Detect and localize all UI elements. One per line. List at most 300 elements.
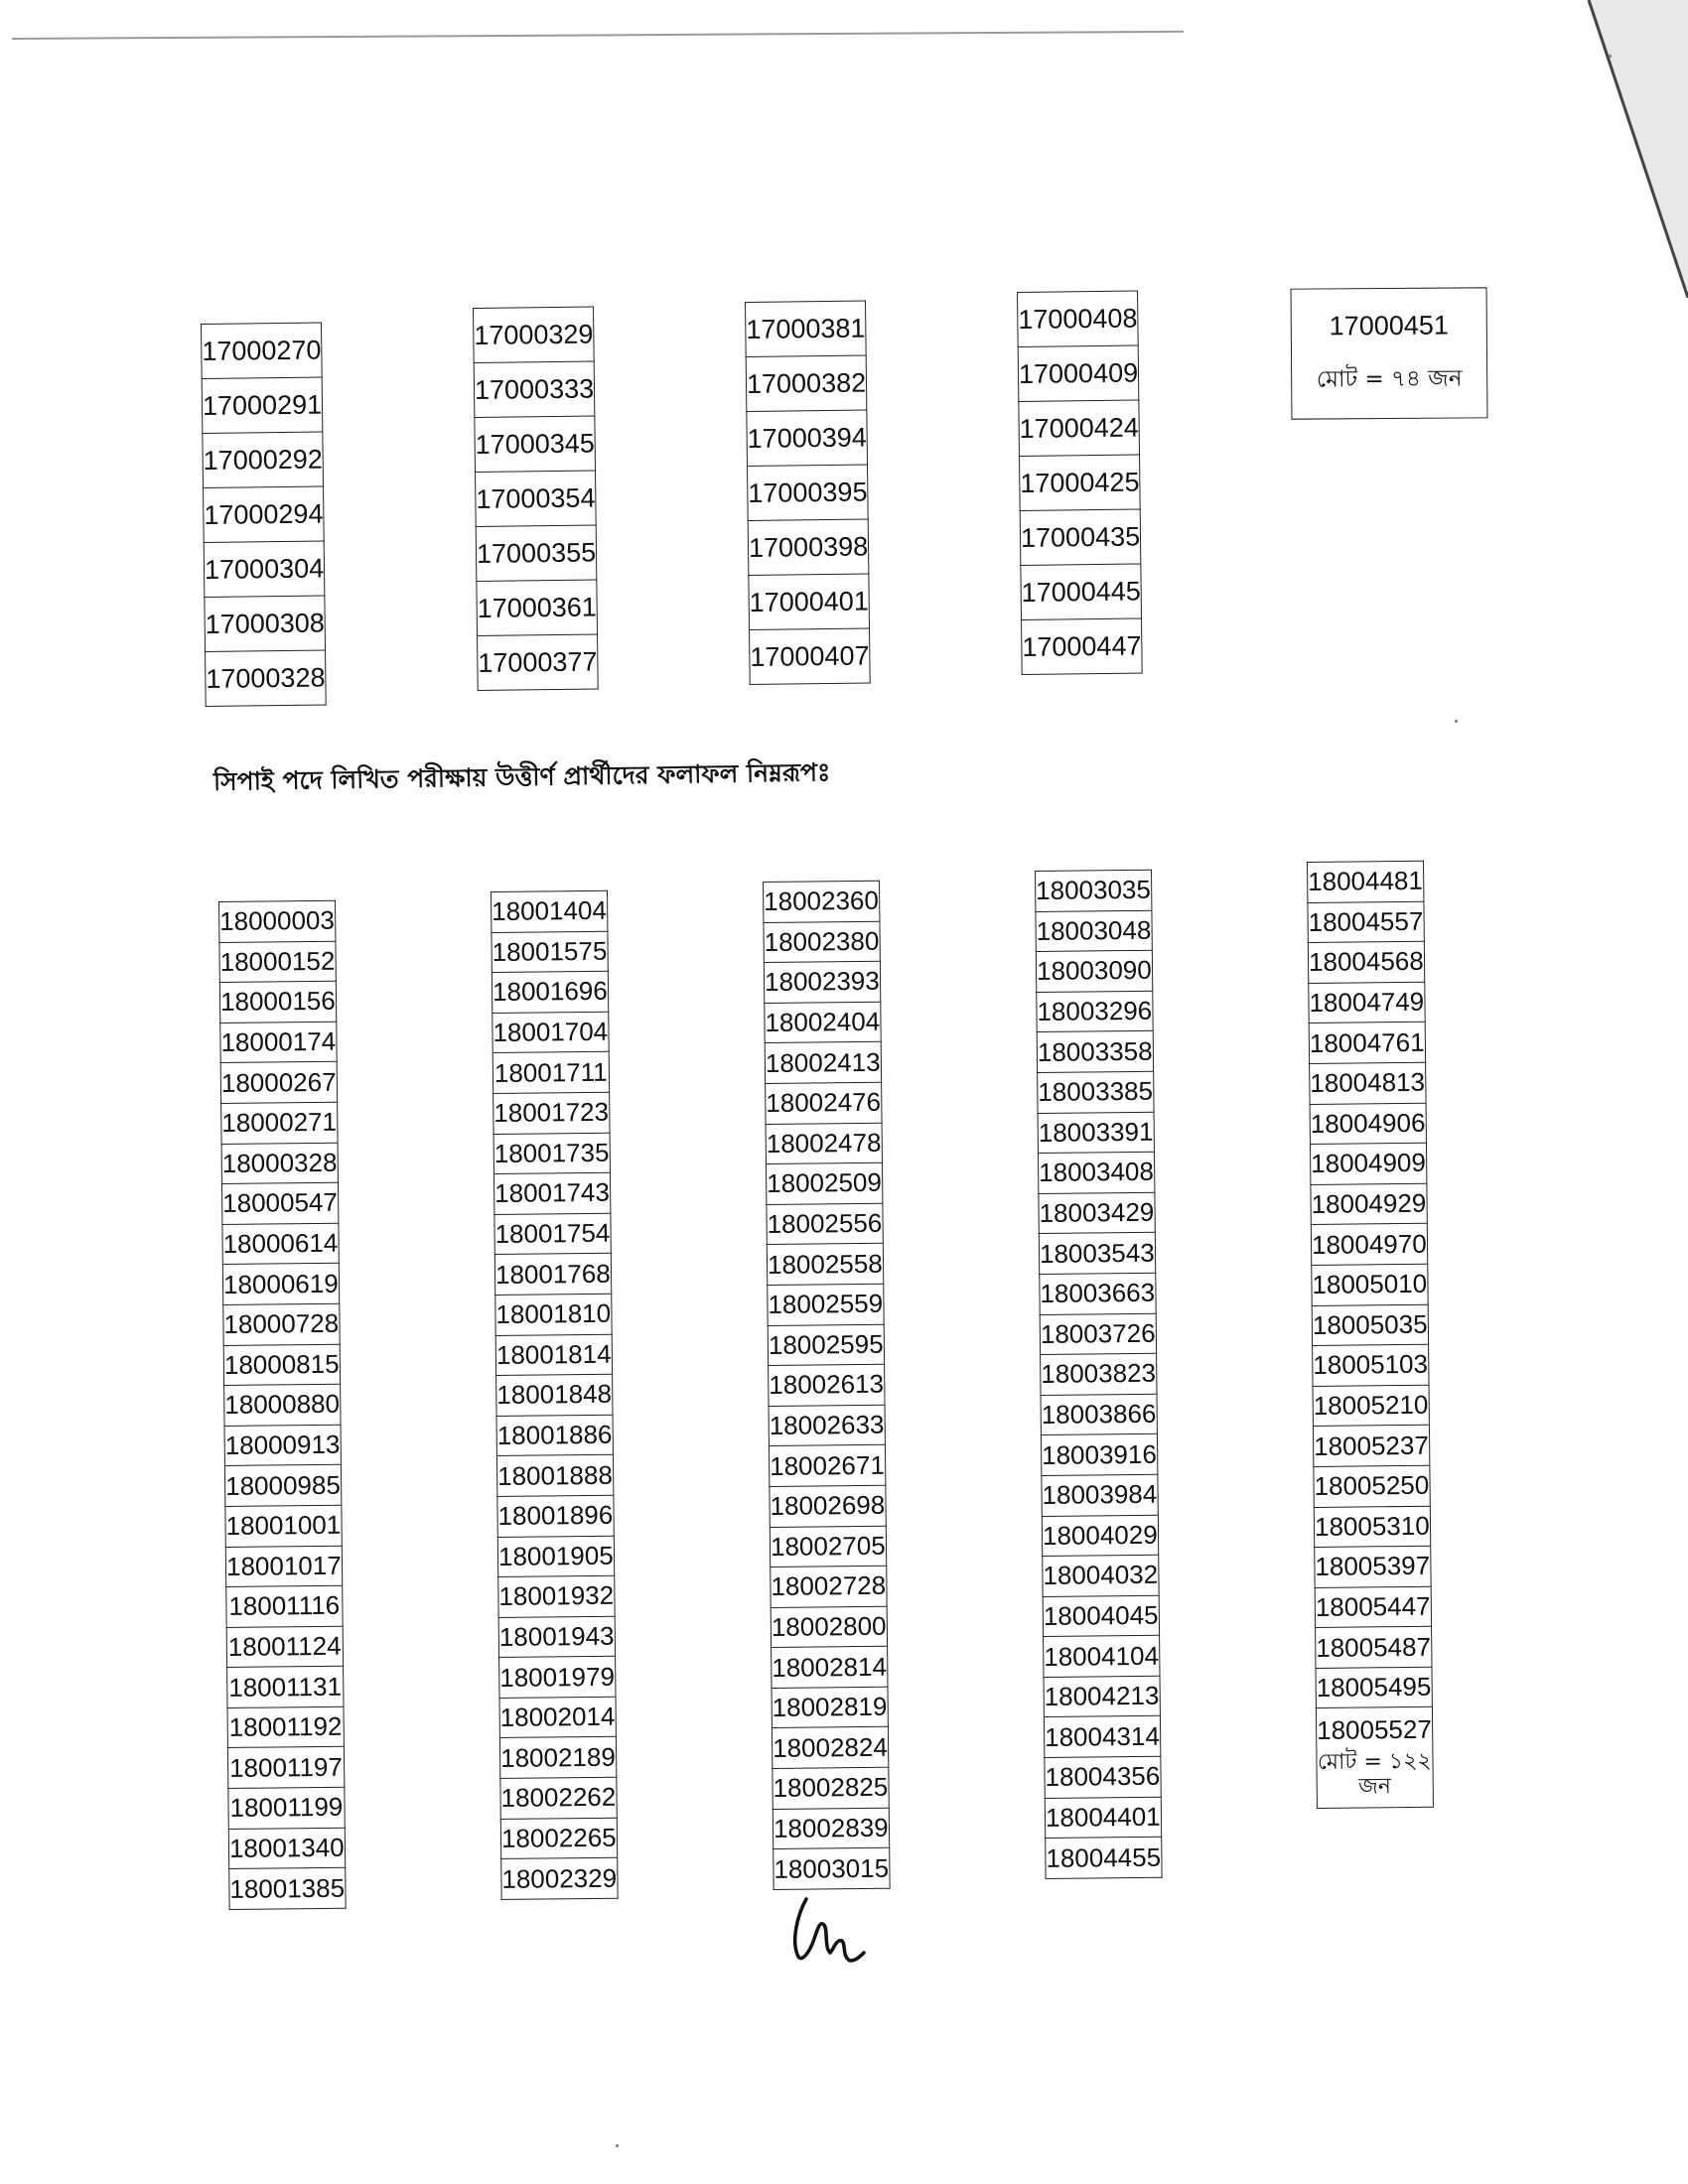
bottom-number-row [1311, 1224, 1427, 1266]
bottom-number-cell: 18000267 [220, 1062, 337, 1104]
bottom-number-cell: 18000728 [223, 1303, 340, 1345]
bottom-number-cell: 18004929 [1311, 1183, 1427, 1225]
bottom-number-row [1041, 1394, 1157, 1435]
bottom-number-cell: 18001743 [493, 1172, 610, 1214]
bottom-number-row [771, 1606, 887, 1648]
bottom-number-cell: 18000547 [221, 1182, 338, 1224]
top-total-text: মোট = ৭৪ জন [1316, 365, 1463, 393]
bottom-number-row [1046, 1837, 1162, 1878]
bottom-number-row [768, 1324, 884, 1366]
top-number-cell: 17000333 [474, 361, 595, 417]
top-number-row [750, 628, 871, 684]
top-number-row [1020, 455, 1141, 510]
top-number-cell: 17000409 [1018, 345, 1139, 401]
bottom-number-cell: 18004909 [1310, 1143, 1426, 1184]
bottom-number-cell: 18004029 [1042, 1515, 1158, 1557]
bottom-number-row [1314, 1465, 1430, 1507]
top-number-cell: 17000291 [202, 377, 323, 433]
top-number-cell: 17000408 [1018, 291, 1139, 346]
bottom-number-row [222, 1264, 339, 1305]
bottom-number-cell: 18002633 [769, 1405, 885, 1446]
bottom-number-row [769, 1364, 885, 1406]
top-number-cell: 17000361 [477, 580, 598, 635]
top-number-row [747, 410, 868, 466]
top-number-cell: 17000398 [748, 519, 869, 575]
bottom-number-cell: 18002558 [767, 1244, 883, 1286]
bottom-number-cell: 18003391 [1038, 1112, 1154, 1154]
bottom-number-row [500, 1818, 617, 1859]
bottom-number-cell: 18001932 [498, 1575, 615, 1617]
bottom-number-cell: 18001754 [494, 1213, 611, 1255]
bottom-number-cell: 18003385 [1038, 1071, 1154, 1113]
bottom-number-row [772, 1727, 888, 1769]
bottom-number-row [1310, 1143, 1426, 1184]
bottom-number-cell: 18001001 [225, 1505, 342, 1547]
bottom-number-row [499, 1657, 616, 1699]
top-number-cell: 17000345 [475, 416, 596, 472]
top-total-box [1291, 287, 1488, 419]
bottom-number-cell: 18002705 [770, 1526, 886, 1568]
page-corner-shadow [1460, 0, 1688, 298]
top-number-cell: 17000425 [1020, 455, 1141, 510]
top-number-cell: 17000394 [747, 410, 868, 466]
bottom-number-cell: 18001017 [225, 1546, 342, 1587]
top-number-row [1022, 618, 1143, 674]
top-number-row [206, 650, 327, 706]
bottom-number-cell: 18005447 [1315, 1586, 1431, 1628]
bottom-number-cell: 18004481 [1308, 861, 1424, 902]
bottom-number-cell: 18001385 [229, 1867, 346, 1909]
bottom-number-row [229, 1867, 346, 1909]
bottom-number-cell: 18001896 [497, 1495, 614, 1537]
top-number-cell: 17000328 [206, 650, 327, 706]
bottom-number-row [498, 1616, 615, 1658]
bottom-number-cell: 18002360 [764, 881, 880, 922]
top-number-cell: 17000294 [204, 486, 325, 542]
bottom-number-cell: 18000880 [224, 1384, 341, 1426]
bottom-number-cell: 18000614 [222, 1223, 339, 1265]
bottom-total-text: মোট = ১২২ জন [1317, 1748, 1432, 1800]
bottom-number-cell: 18000174 [220, 1022, 337, 1063]
bottom-number-row [1312, 1304, 1428, 1346]
bottom-number-cell: 18001888 [496, 1455, 613, 1497]
bottom-table-3 [763, 881, 890, 1890]
bottom-number-row [496, 1374, 613, 1416]
bottom-number-row [1041, 1353, 1157, 1395]
bottom-number-cell: 18002800 [771, 1606, 887, 1648]
scan-speck [1609, 55, 1612, 58]
bottom-number-cell: 18003984 [1042, 1474, 1158, 1516]
bottom-number-row [773, 1808, 889, 1849]
bottom-number-row [1316, 1627, 1432, 1669]
bottom-number-row [228, 1787, 345, 1829]
bottom-number-row [1037, 1031, 1153, 1073]
bottom-number-cell: 18002476 [766, 1082, 882, 1124]
bottom-number-cell: 18001116 [226, 1585, 343, 1627]
top-number-row [749, 574, 870, 629]
bottom-number-cell: 18003408 [1038, 1152, 1154, 1193]
top-number-row [204, 541, 325, 597]
bottom-number-row [1043, 1555, 1159, 1596]
bottom-number-row [501, 1857, 618, 1899]
top-number-cell: 17000435 [1020, 509, 1141, 565]
bottom-number-cell: 18002825 [773, 1767, 889, 1809]
top-number-cell: 17000401 [749, 574, 870, 629]
bottom-number-cell: 18002556 [767, 1203, 883, 1245]
bottom-number-row [227, 1706, 344, 1748]
bottom-table-5 [1307, 861, 1434, 1810]
bottom-number-cell: 18002814 [772, 1647, 888, 1689]
top-number-cell: 17000424 [1019, 400, 1140, 456]
bottom-number-row [1042, 1515, 1158, 1557]
bottom-number-cell: 18001886 [496, 1415, 613, 1456]
bottom-number-row [492, 971, 608, 1013]
bottom-number-row [1038, 1071, 1154, 1113]
top-number-row [1019, 400, 1140, 456]
top-number-row [476, 525, 597, 581]
top-number-cell: 17000445 [1021, 564, 1142, 619]
bottom-number-cell: 18001404 [492, 890, 608, 932]
bottom-number-row [765, 1042, 881, 1084]
bottom-number-row [767, 1244, 883, 1286]
top-number-cell: 17000354 [476, 471, 597, 526]
top-number-row [1021, 564, 1142, 619]
bottom-number-row [1044, 1636, 1160, 1678]
bottom-number-cell: 18002728 [771, 1566, 887, 1607]
bottom-number-row [1039, 1192, 1155, 1234]
bottom-number-cell: 18004906 [1310, 1103, 1426, 1145]
bottom-number-row [1044, 1676, 1160, 1717]
bottom-number-cell: 18001696 [492, 971, 608, 1013]
bottom-number-row [1045, 1756, 1161, 1798]
bottom-number-cell: 18005237 [1313, 1426, 1429, 1467]
bottom-number-cell: 18001905 [497, 1536, 614, 1577]
bottom-number-row [494, 1213, 611, 1255]
bottom-number-row [766, 1162, 882, 1204]
bottom-number-cell: 18004045 [1043, 1595, 1159, 1637]
bottom-number-cell: 18003015 [774, 1847, 890, 1889]
bottom-number-cell: 18001124 [226, 1626, 343, 1668]
bottom-number-cell: 18004970 [1311, 1224, 1427, 1266]
bottom-number-cell: 18001735 [493, 1133, 610, 1174]
top-number-row [202, 323, 323, 378]
bottom-number-row [1042, 1474, 1158, 1516]
bottom-number-row [496, 1455, 613, 1497]
bottom-number-row [223, 1303, 340, 1345]
bottom-number-row [1036, 910, 1152, 952]
bottom-number-cell: 18004104 [1044, 1636, 1160, 1678]
bottom-number-cell: 18003429 [1039, 1192, 1155, 1234]
bottom-number-cell: 18002613 [769, 1364, 885, 1406]
bottom-number-row [492, 1052, 609, 1094]
top-number-row [1020, 509, 1141, 565]
top-number-cell: 17000382 [746, 355, 867, 411]
bottom-number-row [1309, 1023, 1425, 1064]
bottom-number-row [495, 1294, 612, 1335]
bottom-number-row [224, 1465, 341, 1507]
top-table-1 [201, 323, 327, 707]
bottom-number-row [492, 1012, 609, 1053]
bottom-number-row [494, 1254, 611, 1296]
bottom-number-cell: 18004401 [1045, 1797, 1161, 1839]
top-number-row [478, 634, 599, 690]
bottom-number-cell: 18002509 [766, 1162, 882, 1204]
bottom-number-cell: 18003726 [1040, 1313, 1156, 1355]
top-number-cell: 17000381 [746, 301, 867, 356]
bottom-number-cell: 18004557 [1308, 901, 1424, 943]
top-number-row [203, 432, 324, 487]
bottom-number-cell: 18001192 [227, 1706, 344, 1748]
top-number-row [746, 355, 867, 411]
bottom-number-cell: 18005310 [1314, 1506, 1430, 1548]
bottom-number-row [1040, 1273, 1156, 1314]
bottom-number-row [766, 1082, 882, 1124]
bottom-number-row [1036, 870, 1152, 911]
top-number-cell: 17000308 [205, 596, 326, 651]
bottom-number-row [771, 1566, 887, 1607]
bottom-number-row [1039, 1233, 1155, 1275]
bottom-number-row [222, 1223, 339, 1265]
bottom-total-row [1316, 1707, 1433, 1809]
bottom-number-cell: 18001814 [495, 1334, 612, 1376]
bottom-number-row [492, 890, 608, 932]
bottom-number-cell: 18002559 [768, 1284, 884, 1325]
bottom-number-row [770, 1485, 886, 1527]
bottom-number-cell: 18003296 [1037, 991, 1153, 1032]
top-number-row [205, 596, 326, 651]
bottom-number-cell: 18001810 [495, 1294, 612, 1335]
bottom-number-cell: 18001197 [227, 1747, 344, 1789]
bottom-number-cell: 18002698 [770, 1485, 886, 1527]
bottom-number-cell: 18002671 [769, 1445, 885, 1487]
bottom-number-row [766, 1123, 882, 1164]
bottom-number-row [764, 881, 880, 922]
bottom-number-row [493, 1092, 610, 1134]
bottom-number-cell: 18000271 [221, 1102, 338, 1144]
bottom-number-cell: 18004314 [1044, 1716, 1160, 1758]
bottom-number-row [497, 1536, 614, 1577]
bottom-number-row [1313, 1385, 1429, 1427]
bottom-number-row [1312, 1264, 1428, 1305]
bottom-number-row [1314, 1506, 1430, 1548]
bottom-number-cell: 18003823 [1041, 1353, 1157, 1395]
scan-edge-line [12, 31, 1184, 40]
bottom-number-cell: 18003663 [1040, 1273, 1156, 1314]
bottom-number-cell: 18001131 [227, 1667, 344, 1708]
bottom-number-row [228, 1828, 345, 1869]
bottom-last-number: 18005527 [1317, 1713, 1433, 1746]
bottom-number-row [219, 941, 336, 983]
bottom-number-cell: 18002413 [765, 1042, 881, 1084]
top-table-3 [745, 301, 871, 685]
bottom-number-cell: 18002189 [499, 1737, 616, 1779]
bottom-number-cell: 18003866 [1041, 1394, 1157, 1435]
top-number-row [475, 416, 596, 472]
top-number-row [204, 486, 325, 542]
bottom-number-cell: 18003543 [1039, 1233, 1155, 1275]
bottom-number-cell: 18005495 [1316, 1667, 1432, 1708]
bottom-number-cell: 18002262 [500, 1777, 617, 1819]
bottom-number-row [1045, 1797, 1161, 1839]
bottom-number-row [1038, 1152, 1154, 1193]
bottom-number-row [764, 921, 880, 963]
bottom-number-row [226, 1585, 343, 1627]
bottom-number-cell: 18001979 [499, 1657, 616, 1699]
bottom-number-row [497, 1495, 614, 1537]
bottom-number-cell: 18002404 [765, 1002, 881, 1043]
bottom-number-row [219, 981, 336, 1023]
bottom-number-row [1309, 982, 1425, 1024]
top-number-row [477, 580, 598, 635]
bottom-number-cell: 18003035 [1036, 870, 1152, 911]
top-number-cell: 17000395 [748, 465, 869, 520]
bottom-number-cell: 18004356 [1045, 1756, 1161, 1798]
bottom-number-row [493, 1172, 610, 1214]
bottom-number-cell: 18003358 [1037, 1031, 1153, 1073]
top-number-row [1018, 291, 1139, 346]
top-last-number: 17000451 [1329, 310, 1449, 341]
bottom-number-row [1308, 861, 1424, 902]
bottom-number-cell: 18004568 [1308, 941, 1424, 983]
bottom-number-cell: 18004213 [1044, 1676, 1160, 1717]
bottom-table-2 [491, 890, 618, 1900]
bottom-number-cell: 18000156 [219, 981, 336, 1023]
bottom-number-cell: 18004749 [1309, 982, 1425, 1024]
scan-speck [1455, 720, 1458, 723]
bottom-number-cell: 18002824 [772, 1727, 888, 1769]
bottom-number-cell: 18005035 [1312, 1304, 1428, 1346]
bottom-number-row [772, 1647, 888, 1689]
bottom-number-row [223, 1344, 340, 1386]
top-number-row [476, 471, 597, 526]
bottom-number-cell: 18002478 [766, 1123, 882, 1164]
bottom-number-row [773, 1767, 889, 1809]
bottom-number-cell: 18002819 [772, 1687, 888, 1728]
bottom-number-row [1036, 950, 1152, 992]
bottom-table-4 [1035, 870, 1162, 1879]
bottom-number-row [1037, 991, 1153, 1032]
top-number-cell: 17000355 [476, 525, 597, 581]
bottom-number-cell: 18000815 [223, 1344, 340, 1386]
bottom-number-row [1308, 941, 1424, 983]
bottom-number-row [1043, 1595, 1159, 1637]
top-number-row [748, 519, 869, 575]
bottom-number-row [226, 1626, 343, 1668]
bottom-number-row [1044, 1716, 1160, 1758]
bottom-number-cell: 18001199 [228, 1787, 345, 1829]
top-number-cell: 17000447 [1022, 618, 1143, 674]
top-number-row [1018, 345, 1139, 401]
bottom-number-cell: 18001848 [496, 1374, 613, 1416]
bottom-number-cell: 18001704 [492, 1012, 609, 1053]
top-number-row [474, 307, 595, 362]
bottom-number-row [227, 1747, 344, 1789]
bottom-number-cell: 18005250 [1314, 1465, 1430, 1507]
bottom-number-row [492, 931, 608, 973]
bottom-number-cell: 18000985 [224, 1465, 341, 1507]
bottom-number-row [1040, 1313, 1156, 1355]
bottom-number-cell: 18001575 [492, 931, 608, 973]
bottom-number-row [224, 1425, 341, 1466]
bottom-number-cell: 18005103 [1313, 1344, 1429, 1386]
bottom-number-cell: 18005397 [1315, 1546, 1431, 1587]
top-number-row [748, 465, 869, 520]
section-heading: সিপাই পদে লিখিত পরীক্ষায় উত্তীর্ণ প্রার্থীদের ফলাফল নিম্নরূপঃ [212, 757, 831, 796]
top-number-cell: 17000270 [202, 323, 323, 378]
handwritten-signature [784, 1891, 884, 1971]
top-number-row [474, 361, 595, 417]
bottom-number-row [224, 1384, 341, 1426]
bottom-number-cell: 18001768 [494, 1254, 611, 1296]
top-number-cell: 17000329 [474, 307, 595, 362]
bottom-number-row [496, 1415, 613, 1456]
bottom-number-row [225, 1546, 342, 1587]
bottom-number-cell: 18002595 [768, 1324, 884, 1366]
bottom-number-cell: 18000152 [219, 941, 336, 983]
bottom-number-cell: 18000003 [219, 900, 336, 942]
bottom-number-row [772, 1687, 888, 1728]
bottom-number-row [774, 1847, 890, 1889]
bottom-table-1 [218, 900, 346, 1910]
bottom-number-row [769, 1445, 885, 1487]
bottom-number-row [498, 1575, 615, 1617]
bottom-number-row [1310, 1062, 1426, 1104]
bottom-number-row [220, 1062, 337, 1104]
bottom-number-cell: 18002393 [764, 961, 880, 1003]
bottom-number-row [1308, 901, 1424, 943]
bottom-number-row [770, 1526, 886, 1568]
top-number-row [202, 377, 323, 433]
bottom-number-row [1041, 1434, 1157, 1476]
bottom-number-cell: 18004813 [1310, 1062, 1426, 1104]
bottom-number-cell: 18002329 [501, 1857, 618, 1899]
bottom-number-cell: 18002265 [500, 1818, 617, 1859]
bottom-number-cell: 18002839 [773, 1808, 889, 1849]
bottom-number-row [219, 900, 336, 942]
bottom-number-row [764, 961, 880, 1003]
bottom-number-cell: 18002380 [764, 921, 880, 963]
top-number-cell: 17000377 [478, 634, 599, 690]
bottom-number-row [1038, 1112, 1154, 1154]
bottom-number-row [220, 1022, 337, 1063]
bottom-number-cell: 18003916 [1041, 1434, 1157, 1476]
top-number-cell: 17000304 [204, 541, 325, 597]
bottom-number-row [221, 1182, 338, 1224]
bottom-number-row [1313, 1426, 1429, 1467]
bottom-number-cell: 18001723 [493, 1092, 610, 1134]
bottom-number-row [499, 1697, 616, 1738]
bottom-number-row [1316, 1667, 1432, 1708]
bottom-number-row [1313, 1344, 1429, 1386]
bottom-number-cell: 18000619 [222, 1264, 339, 1305]
bottom-number-cell: 18001340 [228, 1828, 345, 1869]
bottom-number-row [1315, 1546, 1431, 1587]
bottom-number-cell: 18001711 [492, 1052, 609, 1094]
bottom-number-cell: 18005010 [1312, 1264, 1428, 1305]
top-number-row [746, 301, 867, 356]
bottom-number-row [769, 1405, 885, 1446]
bottom-number-cell: 18003090 [1036, 950, 1152, 992]
bottom-number-row [221, 1143, 338, 1184]
bottom-number-row [765, 1002, 881, 1043]
top-number-cell: 17000292 [203, 432, 324, 487]
bottom-number-row [1311, 1183, 1427, 1225]
bottom-number-cell: 18002014 [499, 1697, 616, 1738]
top-table-4 [1017, 291, 1143, 675]
bottom-total-cell [1316, 1707, 1433, 1809]
bottom-number-cell: 18005210 [1313, 1385, 1429, 1427]
bottom-number-row [1315, 1586, 1431, 1628]
